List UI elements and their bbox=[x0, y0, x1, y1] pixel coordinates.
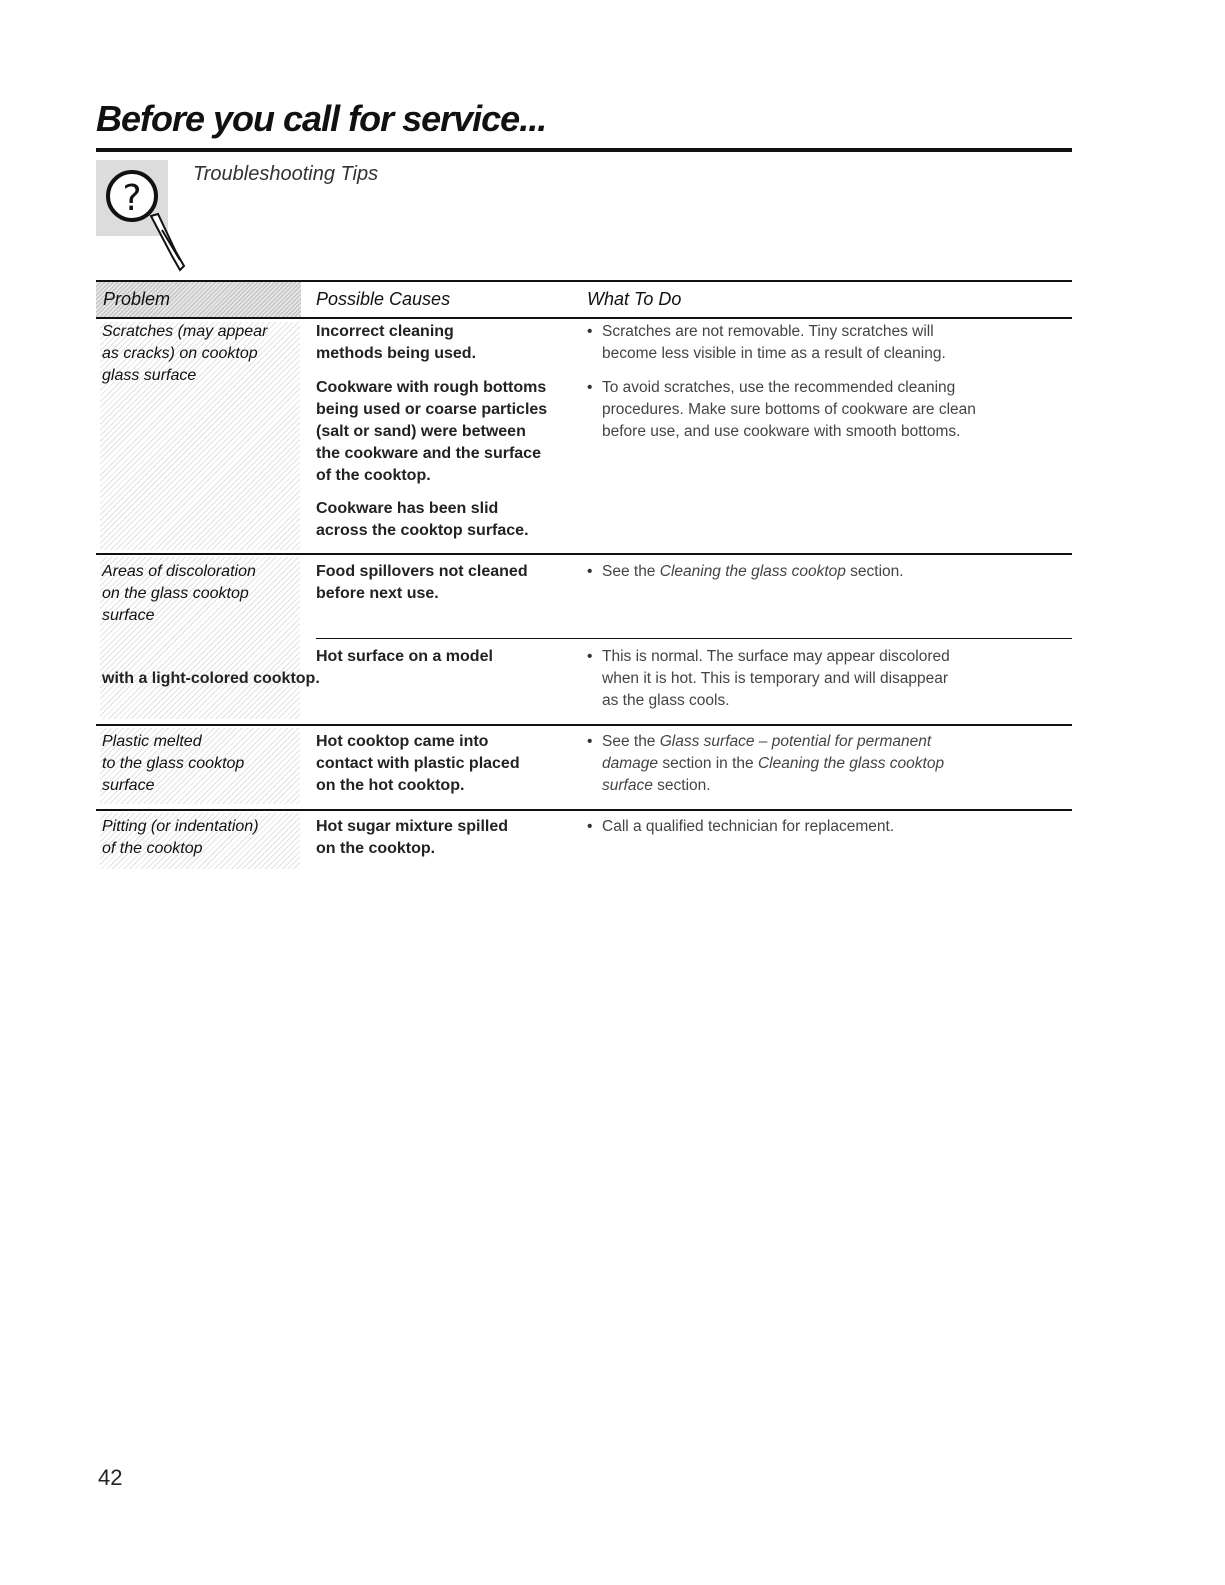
header-causes: Possible Causes bbox=[316, 289, 451, 309]
svg-text:?: ? bbox=[122, 178, 142, 219]
problem-plastic-melted: Plastic melted to the glass cooktop surface bbox=[102, 733, 245, 794]
cause-hot-surface: Hot surface on a model bbox=[316, 648, 493, 665]
todo-normal: • This is normal. The surface may appear discolored when it is hot. This is temporary and will disappear as the glass cools. bbox=[587, 646, 1072, 712]
todo-glass-surface: • See the Glass surface – potential for permanent damage section in the Cleaning the glass cooktop surface section. bbox=[587, 731, 1072, 797]
header-todo: What To Do bbox=[587, 289, 682, 309]
problem-scratches: Scratches (may appear as cracks) on cooktop glass surface bbox=[102, 323, 268, 384]
cause-rough-bottoms: Cookware with rough bottoms being used or coarse particles (salt or sand) were between the cookware and the surface of the cooktop. bbox=[316, 379, 548, 484]
section-subtitle: Troubleshooting Tips bbox=[193, 163, 379, 185]
cause-slid: Cookware has been slid across the cooktop surface. bbox=[316, 500, 529, 539]
todo-not-removable: • Scratches are not removable. Tiny scratches will become less visible in time as a result of cleaning. bbox=[587, 321, 1072, 365]
cause-sugar-mixture: Hot sugar mixture spilled on the cooktop. bbox=[316, 818, 509, 857]
page-number: 42 bbox=[98, 1465, 123, 1490]
header-problem-cell bbox=[96, 282, 301, 318]
cause-incorrect-cleaning: Incorrect cleaning methods being used. bbox=[316, 323, 477, 362]
page-title: Before you call for service... bbox=[96, 98, 547, 139]
header-problem: Problem bbox=[103, 289, 171, 309]
todo-avoid-scratches: • To avoid scratches, use the recommended cleaning procedures. Make sure bottoms of cookware are clean before use, and use cookware with smooth bottoms. bbox=[587, 377, 1072, 443]
row-rule bbox=[96, 809, 1072, 811]
problem-discoloration: Areas of discoloration on the glass cooktop surface bbox=[102, 563, 256, 624]
cause-food-spillovers: Food spillovers not cleaned before next use. bbox=[316, 563, 528, 602]
problem-pitting: Pitting (or indentation) of the cooktop bbox=[102, 818, 259, 857]
title-rule bbox=[96, 148, 1072, 152]
row-rule bbox=[96, 724, 1072, 726]
todo-call-technician: • Call a qualified technician for replacement. bbox=[587, 816, 1072, 838]
header-bottom-rule bbox=[96, 317, 1072, 319]
row-rule bbox=[96, 553, 1072, 555]
sub-row-rule bbox=[316, 638, 1072, 639]
cause-light-colored: with a light-colored cooktop. bbox=[102, 670, 320, 687]
cause-hot-cooktop-plastic: Hot cooktop came into contact with plastic placed on the hot cooktop. bbox=[316, 733, 520, 794]
magnifier-question-icon bbox=[96, 160, 194, 272]
todo-see-cleaning: • See the Cleaning the glass cooktop section. bbox=[587, 561, 1072, 583]
